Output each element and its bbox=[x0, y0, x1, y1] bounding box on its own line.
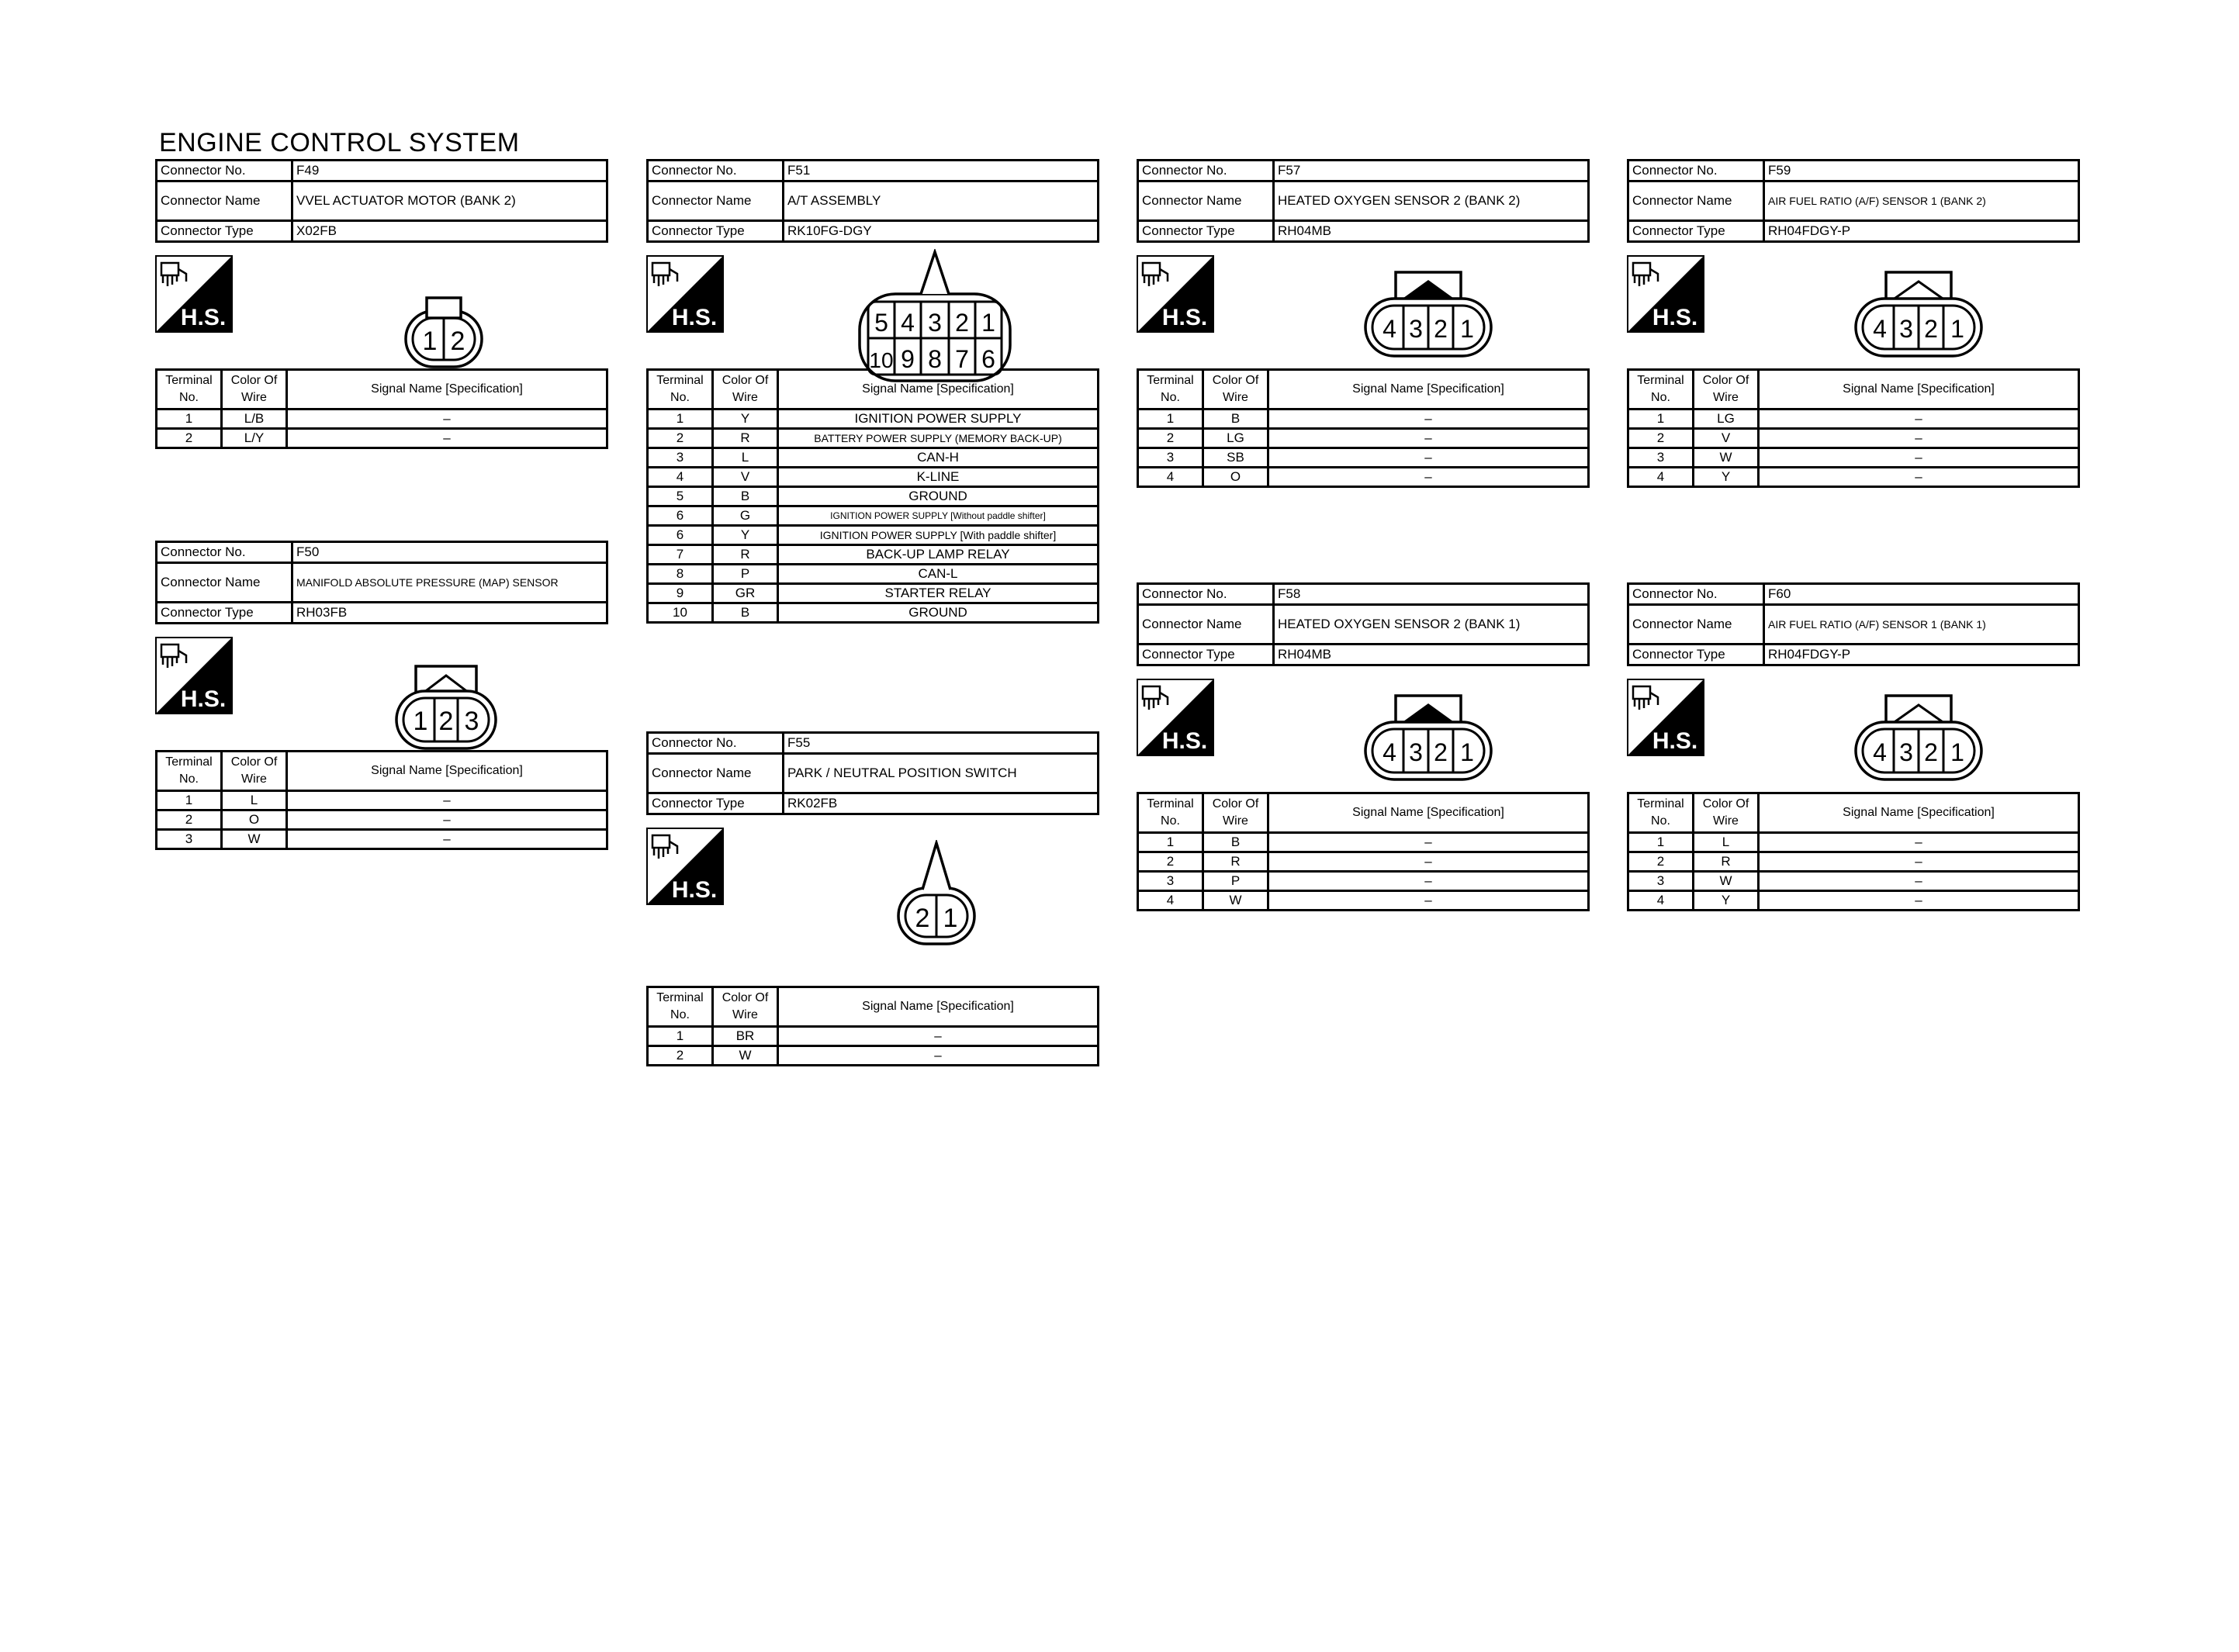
connector-no-value: F57 bbox=[1274, 161, 1589, 181]
pin-label: 1 bbox=[1950, 315, 1964, 343]
harness-side-icon bbox=[1627, 255, 1704, 333]
th-color: Color Of Wire bbox=[222, 752, 287, 791]
table-row: 1 L – bbox=[1628, 833, 2079, 852]
connector-face-diagram bbox=[1363, 693, 1493, 783]
table-row: 1 L/B – bbox=[157, 410, 607, 429]
connector-face-diagram bbox=[857, 249, 1012, 384]
connector-name-value: AIR FUEL RATIO (A/F) SENSOR 1 (BANK 2) bbox=[1764, 181, 2079, 221]
table-row: 4 Y – bbox=[1628, 468, 2079, 487]
pin-label: 6 bbox=[981, 345, 995, 373]
label-connector-type: Connector Type bbox=[648, 793, 784, 814]
label-connector-name: Connector Name bbox=[648, 181, 784, 221]
label-connector-no: Connector No. bbox=[648, 733, 784, 754]
connector-type-value: RH03FB bbox=[292, 603, 607, 624]
pin-label: 1 bbox=[422, 327, 438, 356]
terminal-table bbox=[646, 368, 1099, 624]
label-connector-type: Connector Type bbox=[1138, 645, 1274, 665]
label-connector-type: Connector Type bbox=[1628, 221, 1764, 242]
th-signal: Signal Name [Specification] bbox=[1759, 793, 2079, 833]
pin-label: 1 bbox=[1460, 315, 1474, 343]
pin-label: 1 bbox=[1460, 738, 1474, 766]
th-signal: Signal Name [Specification] bbox=[1759, 370, 2079, 410]
pin-label: 2 bbox=[1434, 738, 1448, 766]
pin-label: 8 bbox=[928, 345, 942, 373]
connector-header bbox=[1627, 159, 2080, 243]
table-row: 9 GR STARTER RELAY bbox=[648, 584, 1099, 603]
th-terminal: Terminal No. bbox=[1628, 370, 1694, 410]
harness-side-icon bbox=[155, 255, 233, 333]
th-color: Color Of Wire bbox=[1203, 793, 1268, 833]
th-signal: Signal Name [Specification] bbox=[1268, 793, 1589, 833]
connector-name-value: HEATED OXYGEN SENSOR 2 (BANK 1) bbox=[1274, 605, 1589, 645]
table-row: 1 BR – bbox=[648, 1027, 1099, 1046]
connector-header bbox=[155, 159, 608, 243]
pin-label: 1 bbox=[981, 309, 995, 337]
label-connector-name: Connector Name bbox=[1628, 605, 1764, 645]
harness-side-icon bbox=[155, 637, 233, 714]
connector-diagram-area bbox=[155, 624, 608, 779]
connector-f57 bbox=[1137, 159, 1590, 488]
label-connector-no: Connector No. bbox=[157, 542, 292, 563]
table-row: 4 W – bbox=[1138, 891, 1589, 911]
label-connector-no: Connector No. bbox=[1138, 584, 1274, 605]
table-row: 1 L – bbox=[157, 791, 607, 810]
connector-no-value: F59 bbox=[1764, 161, 2079, 181]
th-terminal: Terminal No. bbox=[648, 987, 713, 1027]
pin-label: 4 bbox=[901, 309, 915, 337]
table-row: 2 LG – bbox=[1138, 429, 1589, 448]
pin-label: 3 bbox=[1899, 738, 1913, 766]
table-row: 4 V K-LINE bbox=[648, 468, 1099, 487]
label-connector-type: Connector Type bbox=[1628, 645, 1764, 665]
pin-label: 7 bbox=[955, 345, 969, 373]
table-row: 7 R BACK-UP LAMP RELAY bbox=[648, 545, 1099, 565]
label-connector-type: Connector Type bbox=[157, 603, 292, 624]
pin-label: 3 bbox=[464, 707, 479, 736]
th-signal: Signal Name [Specification] bbox=[287, 752, 607, 791]
connector-face-diagram bbox=[1363, 269, 1493, 359]
svg-text:H.S.: H.S. bbox=[671, 877, 718, 903]
table-row: 3 W – bbox=[1628, 872, 2079, 891]
table-row: 2 O – bbox=[157, 810, 607, 830]
connector-name-value: AIR FUEL RATIO (A/F) SENSOR 1 (BANK 1) bbox=[1764, 605, 2079, 645]
pin-label: 2 bbox=[1434, 315, 1448, 343]
table-row: 4 O – bbox=[1138, 468, 1589, 487]
th-terminal: Terminal No. bbox=[157, 752, 222, 791]
label-connector-name: Connector Name bbox=[648, 754, 784, 793]
table-row: 3 SB – bbox=[1138, 448, 1589, 468]
table-row: 4 Y – bbox=[1628, 891, 2079, 911]
table-row: 3 P – bbox=[1138, 872, 1589, 891]
th-terminal: Terminal No. bbox=[157, 370, 222, 410]
connector-header bbox=[155, 541, 608, 624]
table-row: 3 L CAN-H bbox=[648, 448, 1099, 468]
label-connector-no: Connector No. bbox=[1628, 584, 1764, 605]
connector-no-value: F51 bbox=[784, 161, 1099, 181]
table-row: 3 W – bbox=[1628, 448, 2079, 468]
connector-diagram-area bbox=[1137, 243, 1590, 398]
connector-f59 bbox=[1627, 159, 2080, 488]
terminal-table bbox=[646, 986, 1099, 1066]
pin-label: 1 bbox=[413, 707, 428, 736]
label-connector-no: Connector No. bbox=[1628, 161, 1764, 181]
table-row: 1 B – bbox=[1138, 833, 1589, 852]
label-connector-no: Connector No. bbox=[648, 161, 784, 181]
table-row: 2 L/Y – bbox=[157, 429, 607, 448]
th-color: Color Of Wire bbox=[1203, 370, 1268, 410]
pin-label: 4 bbox=[1383, 738, 1396, 766]
connector-no-value: F49 bbox=[292, 161, 607, 181]
connector-diagram-area bbox=[646, 243, 1099, 398]
connector-type-value: RK10FG-DGY bbox=[784, 221, 1099, 242]
pin-label: 2 bbox=[1924, 315, 1938, 343]
connector-f58 bbox=[1137, 582, 1590, 911]
table-row: 2 V – bbox=[1628, 429, 2079, 448]
connector-no-value: F58 bbox=[1274, 584, 1589, 605]
connector-face-diagram bbox=[403, 295, 484, 370]
label-connector-type: Connector Type bbox=[1138, 221, 1274, 242]
connector-name-value: A/T ASSEMBLY bbox=[784, 181, 1099, 221]
label-connector-type: Connector Type bbox=[648, 221, 784, 242]
pin-label: 3 bbox=[1899, 315, 1913, 343]
th-color: Color Of Wire bbox=[1694, 793, 1759, 833]
pin-label: 2 bbox=[1924, 738, 1938, 766]
connector-f49 bbox=[155, 159, 608, 449]
table-row: 2 W – bbox=[648, 1046, 1099, 1066]
label-connector-no: Connector No. bbox=[157, 161, 292, 181]
th-signal: Signal Name [Specification] bbox=[778, 370, 1099, 410]
connector-type-value: X02FB bbox=[292, 221, 607, 242]
harness-side-icon bbox=[646, 828, 724, 905]
pin-label: 2 bbox=[915, 904, 930, 933]
connector-header bbox=[646, 731, 1099, 815]
th-color: Color Of Wire bbox=[713, 370, 778, 410]
table-row: 10 B GROUND bbox=[648, 603, 1099, 623]
connector-type-value: RH04MB bbox=[1274, 645, 1589, 665]
connector-f50 bbox=[155, 541, 608, 850]
table-row: 1 B – bbox=[1138, 410, 1589, 429]
pin-label: 3 bbox=[1409, 315, 1423, 343]
label-connector-name: Connector Name bbox=[1138, 605, 1274, 645]
connector-no-value: F55 bbox=[784, 733, 1099, 754]
table-row: 5 B GROUND bbox=[648, 487, 1099, 506]
pin-label: 2 bbox=[450, 327, 465, 356]
table-row: 8 P CAN-L bbox=[648, 565, 1099, 584]
table-row: 3 W – bbox=[157, 830, 607, 849]
pin-label: 3 bbox=[928, 309, 942, 337]
th-terminal: Terminal No. bbox=[648, 370, 713, 410]
connector-name-value: VVEL ACTUATOR MOTOR (BANK 2) bbox=[292, 181, 607, 221]
pin-label: 4 bbox=[1873, 738, 1887, 766]
pin-label: 1 bbox=[1950, 738, 1964, 766]
pin-label: 10 bbox=[869, 348, 894, 372]
connector-diagram-area bbox=[646, 815, 1099, 994]
svg-text:H.S.: H.S. bbox=[180, 686, 227, 712]
connector-name-value: PARK / NEUTRAL POSITION SWITCH bbox=[784, 754, 1099, 793]
th-color: Color Of Wire bbox=[1694, 370, 1759, 410]
connector-header bbox=[1137, 582, 1590, 666]
harness-side-icon bbox=[1137, 679, 1214, 756]
connector-type-value: RH04FDGY-P bbox=[1764, 221, 2079, 242]
table-row: 1 LG – bbox=[1628, 410, 2079, 429]
pin-label: 3 bbox=[1409, 738, 1423, 766]
svg-text:H.S.: H.S. bbox=[1161, 305, 1208, 330]
pin-label: 9 bbox=[901, 345, 915, 373]
connector-diagram-area bbox=[1627, 243, 2080, 398]
label-connector-name: Connector Name bbox=[1138, 181, 1274, 221]
connector-name-value: HEATED OXYGEN SENSOR 2 (BANK 2) bbox=[1274, 181, 1589, 221]
th-terminal: Terminal No. bbox=[1138, 370, 1203, 410]
pin-label: 1 bbox=[943, 904, 958, 933]
table-row: 2 R – bbox=[1138, 852, 1589, 872]
table-row: 1 Y IGNITION POWER SUPPLY bbox=[648, 410, 1099, 429]
th-color: Color Of Wire bbox=[222, 370, 287, 410]
pin-label: 2 bbox=[955, 309, 969, 337]
svg-text:H.S.: H.S. bbox=[1652, 728, 1698, 754]
connector-f60 bbox=[1627, 582, 2080, 911]
connector-diagram-area bbox=[155, 243, 608, 398]
label-connector-name: Connector Name bbox=[157, 563, 292, 603]
connector-header bbox=[1137, 159, 1590, 243]
svg-text:H.S.: H.S. bbox=[1161, 728, 1208, 754]
svg-text:H.S.: H.S. bbox=[1652, 305, 1698, 330]
label-connector-name: Connector Name bbox=[157, 181, 292, 221]
connector-face-diagram bbox=[394, 662, 498, 752]
connector-type-value: RK02FB bbox=[784, 793, 1099, 814]
connector-face-diagram bbox=[1853, 693, 1984, 783]
table-row: 2 R BATTERY POWER SUPPLY (MEMORY BACK-UP) bbox=[648, 429, 1099, 448]
connector-f55 bbox=[646, 731, 1099, 1066]
connector-f51 bbox=[646, 159, 1099, 624]
table-row: 6 G IGNITION POWER SUPPLY [Without paddle shifter] bbox=[648, 506, 1099, 526]
th-signal: Signal Name [Specification] bbox=[287, 370, 607, 410]
pin-label: 4 bbox=[1873, 315, 1887, 343]
connector-header bbox=[1627, 582, 2080, 666]
svg-text:H.S.: H.S. bbox=[180, 305, 227, 330]
pin-label: 2 bbox=[438, 707, 454, 736]
table-row: 6 Y IGNITION POWER SUPPLY [With paddle shifter] bbox=[648, 526, 1099, 545]
svg-text:H.S.: H.S. bbox=[671, 305, 718, 330]
harness-side-icon bbox=[1627, 679, 1704, 756]
th-signal: Signal Name [Specification] bbox=[1268, 370, 1589, 410]
connector-face-diagram bbox=[1853, 269, 1984, 359]
connector-diagram-area bbox=[1627, 666, 2080, 821]
pin-label: 4 bbox=[1383, 315, 1396, 343]
th-terminal: Terminal No. bbox=[1138, 793, 1203, 833]
connector-type-value: RH04FDGY-P bbox=[1764, 645, 2079, 665]
pin-label: 5 bbox=[874, 309, 888, 337]
th-signal: Signal Name [Specification] bbox=[778, 987, 1099, 1027]
label-connector-no: Connector No. bbox=[1138, 161, 1274, 181]
harness-side-icon bbox=[646, 255, 724, 333]
connector-diagram-area bbox=[1137, 666, 1590, 821]
label-connector-type: Connector Type bbox=[157, 221, 292, 242]
connector-type-value: RH04MB bbox=[1274, 221, 1589, 242]
table-row: 2 R – bbox=[1628, 852, 2079, 872]
th-terminal: Terminal No. bbox=[1628, 793, 1694, 833]
connector-name-value: MANIFOLD ABSOLUTE PRESSURE (MAP) SENSOR bbox=[292, 563, 607, 603]
th-color: Color Of Wire bbox=[713, 987, 778, 1027]
connector-no-value: F50 bbox=[292, 542, 607, 563]
harness-side-icon bbox=[1137, 255, 1214, 333]
connector-header bbox=[646, 159, 1099, 243]
label-connector-name: Connector Name bbox=[1628, 181, 1764, 221]
connector-no-value: F60 bbox=[1764, 584, 2079, 605]
connector-face-diagram bbox=[896, 840, 977, 947]
page-title: ENGINE CONTROL SYSTEM bbox=[159, 128, 520, 157]
